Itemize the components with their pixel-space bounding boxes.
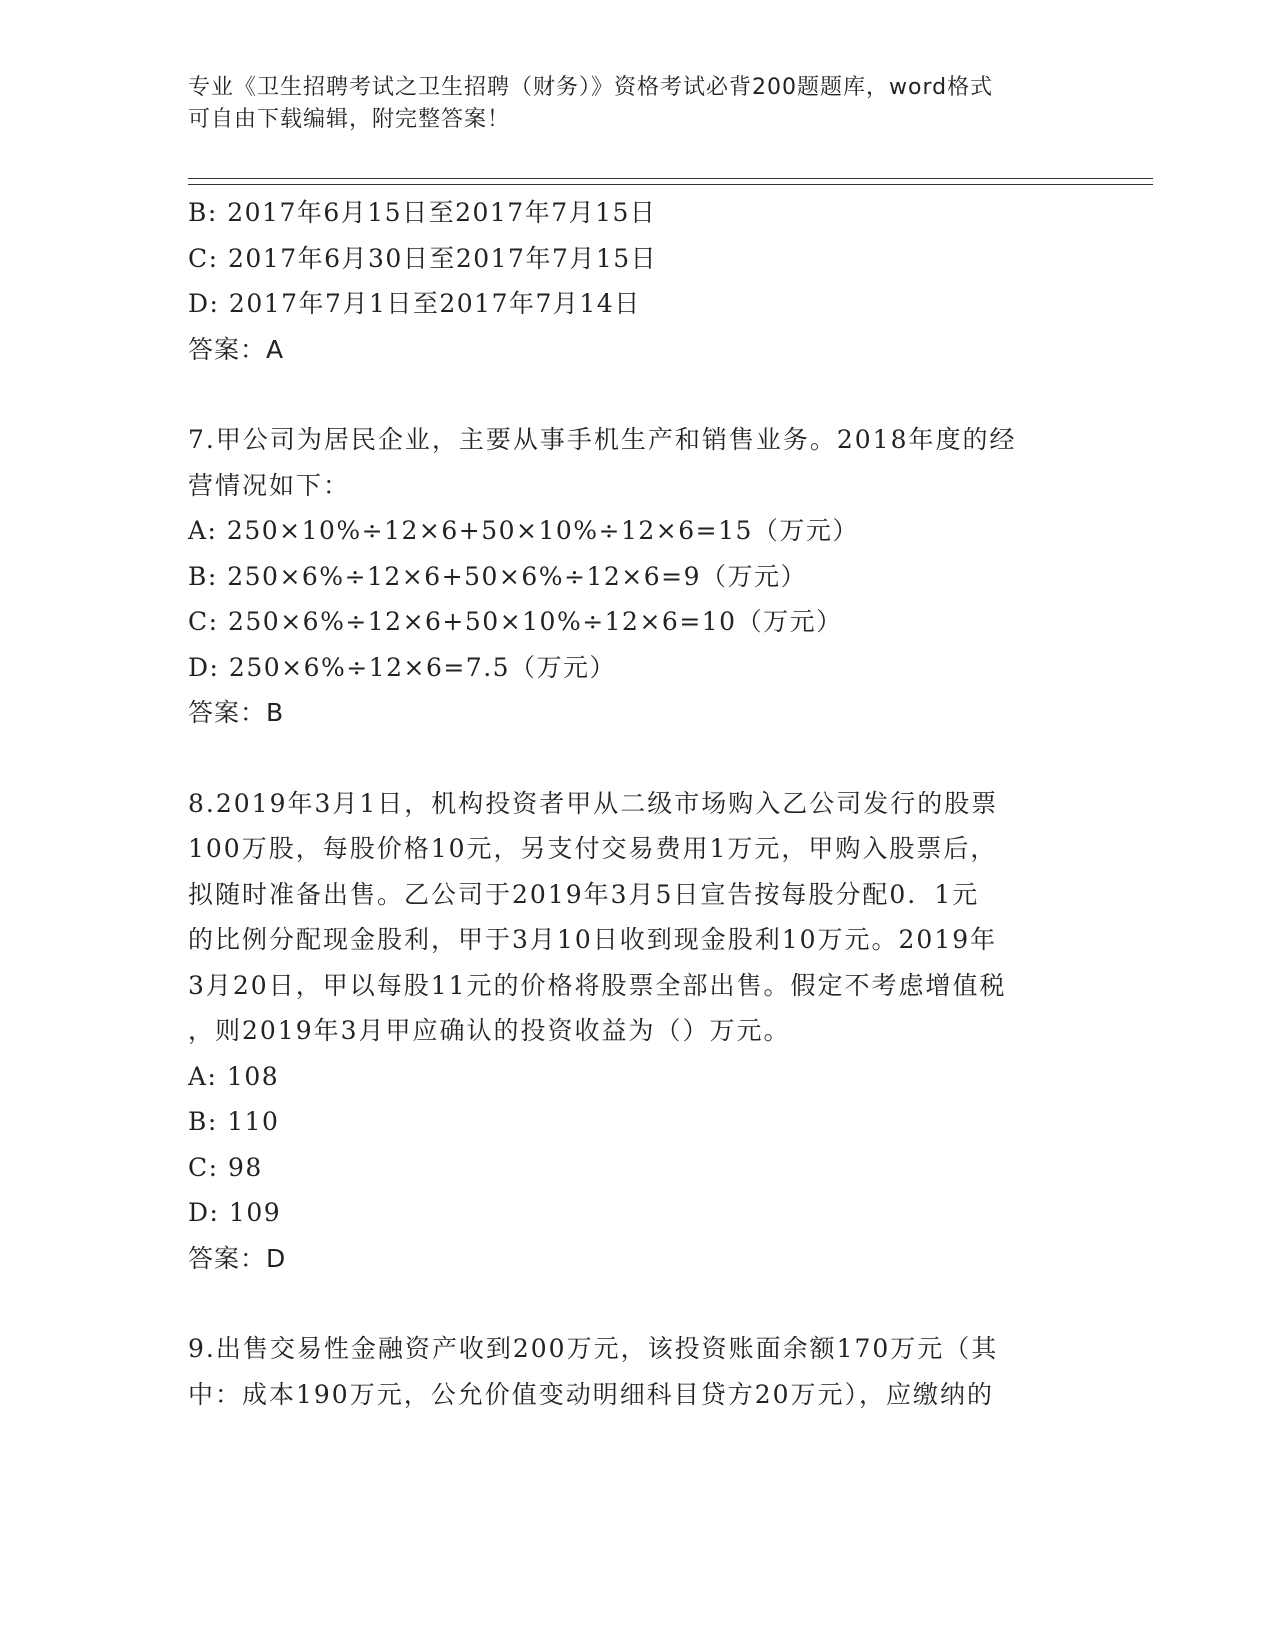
option-d: D: 250×6%÷12×6=7.5（万元） (188, 652, 617, 682)
stem-line: 9.出售交易性金融资产收到200万元，该投资账面余额170万元（其 (188, 1334, 999, 1363)
answer-text: 答案：B (188, 698, 285, 727)
stem-line: 拟随时准备出售。乙公司于2019年3月5日宣告按每股分配0．1元 (188, 879, 980, 909)
option-c: C: 98 (188, 1152, 263, 1182)
stem-line: 7.甲公司为居民企业，主要从事手机生产和销售业务。2018年度的经 (188, 425, 1017, 454)
document-body (188, 190, 1088, 1417)
option-b: B: 2017年6月15日至2017年7月15日 (188, 198, 657, 227)
stem-line: ，则2019年3月甲应确认的投资收益为（）万元。 (188, 1016, 791, 1045)
option-list (188, 508, 1088, 690)
question-stem (188, 1326, 1088, 1417)
header-line-1: 专业《卫生招聘考试之卫生招聘（财务）》资格考试必背200题题库，word格式 (188, 75, 994, 100)
question-9 (188, 1326, 1088, 1417)
question-stem (188, 781, 1088, 1054)
stem-line: 营情况如下： (188, 470, 351, 500)
header-divider-bottom (188, 184, 1153, 185)
stem-line: 的比例分配现金股利，甲于3月10日收到现金股利10万元。2019年 (188, 925, 998, 954)
question-8 (188, 781, 1088, 1282)
document-header (188, 72, 1068, 136)
option-d: D: 109 (188, 1198, 282, 1227)
option-b: B: 250×6%÷12×6+50×6%÷12×6=9（万元） (188, 561, 808, 591)
option-list (188, 1054, 1088, 1236)
option-c: C: 2017年6月30日至2017年7月15日 (188, 243, 658, 273)
option-a: A: 250×10%÷12×6+50×10%÷12×6=15（万元） (188, 516, 859, 545)
question-stem (188, 417, 1088, 508)
stem-line: 100万股，每股价格10元，另支付交易费用1万元，甲购入股票后， (188, 834, 998, 863)
answer-text: 答案：A (188, 334, 285, 364)
answer-text: 答案：D (188, 1243, 287, 1273)
option-d: D: 2017年7月1日至2017年7月14日 (188, 289, 641, 318)
option-a: A: 108 (188, 1061, 280, 1091)
option-list (188, 190, 1088, 327)
question-7 (188, 417, 1088, 736)
stem-line: 中：成本190万元，公允价值变动明细科目贷方20万元），应缴纳的 (188, 1379, 995, 1409)
stem-line: 8.2019年3月1日，机构投资者甲从二级市场购入乙公司发行的股票 (188, 788, 999, 818)
option-c: C: 250×6%÷12×6+50×10%÷12×6=10（万元） (188, 607, 843, 636)
option-b: B: 110 (188, 1107, 280, 1136)
question-6 (188, 190, 1088, 372)
stem-line: 3月20日，甲以每股11元的价格将股票全部出售。假定不考虑增值税 (188, 970, 1007, 1000)
header-divider-top (188, 178, 1153, 179)
header-line-2: 可自由下载编辑，附完整答案！ (188, 107, 511, 132)
